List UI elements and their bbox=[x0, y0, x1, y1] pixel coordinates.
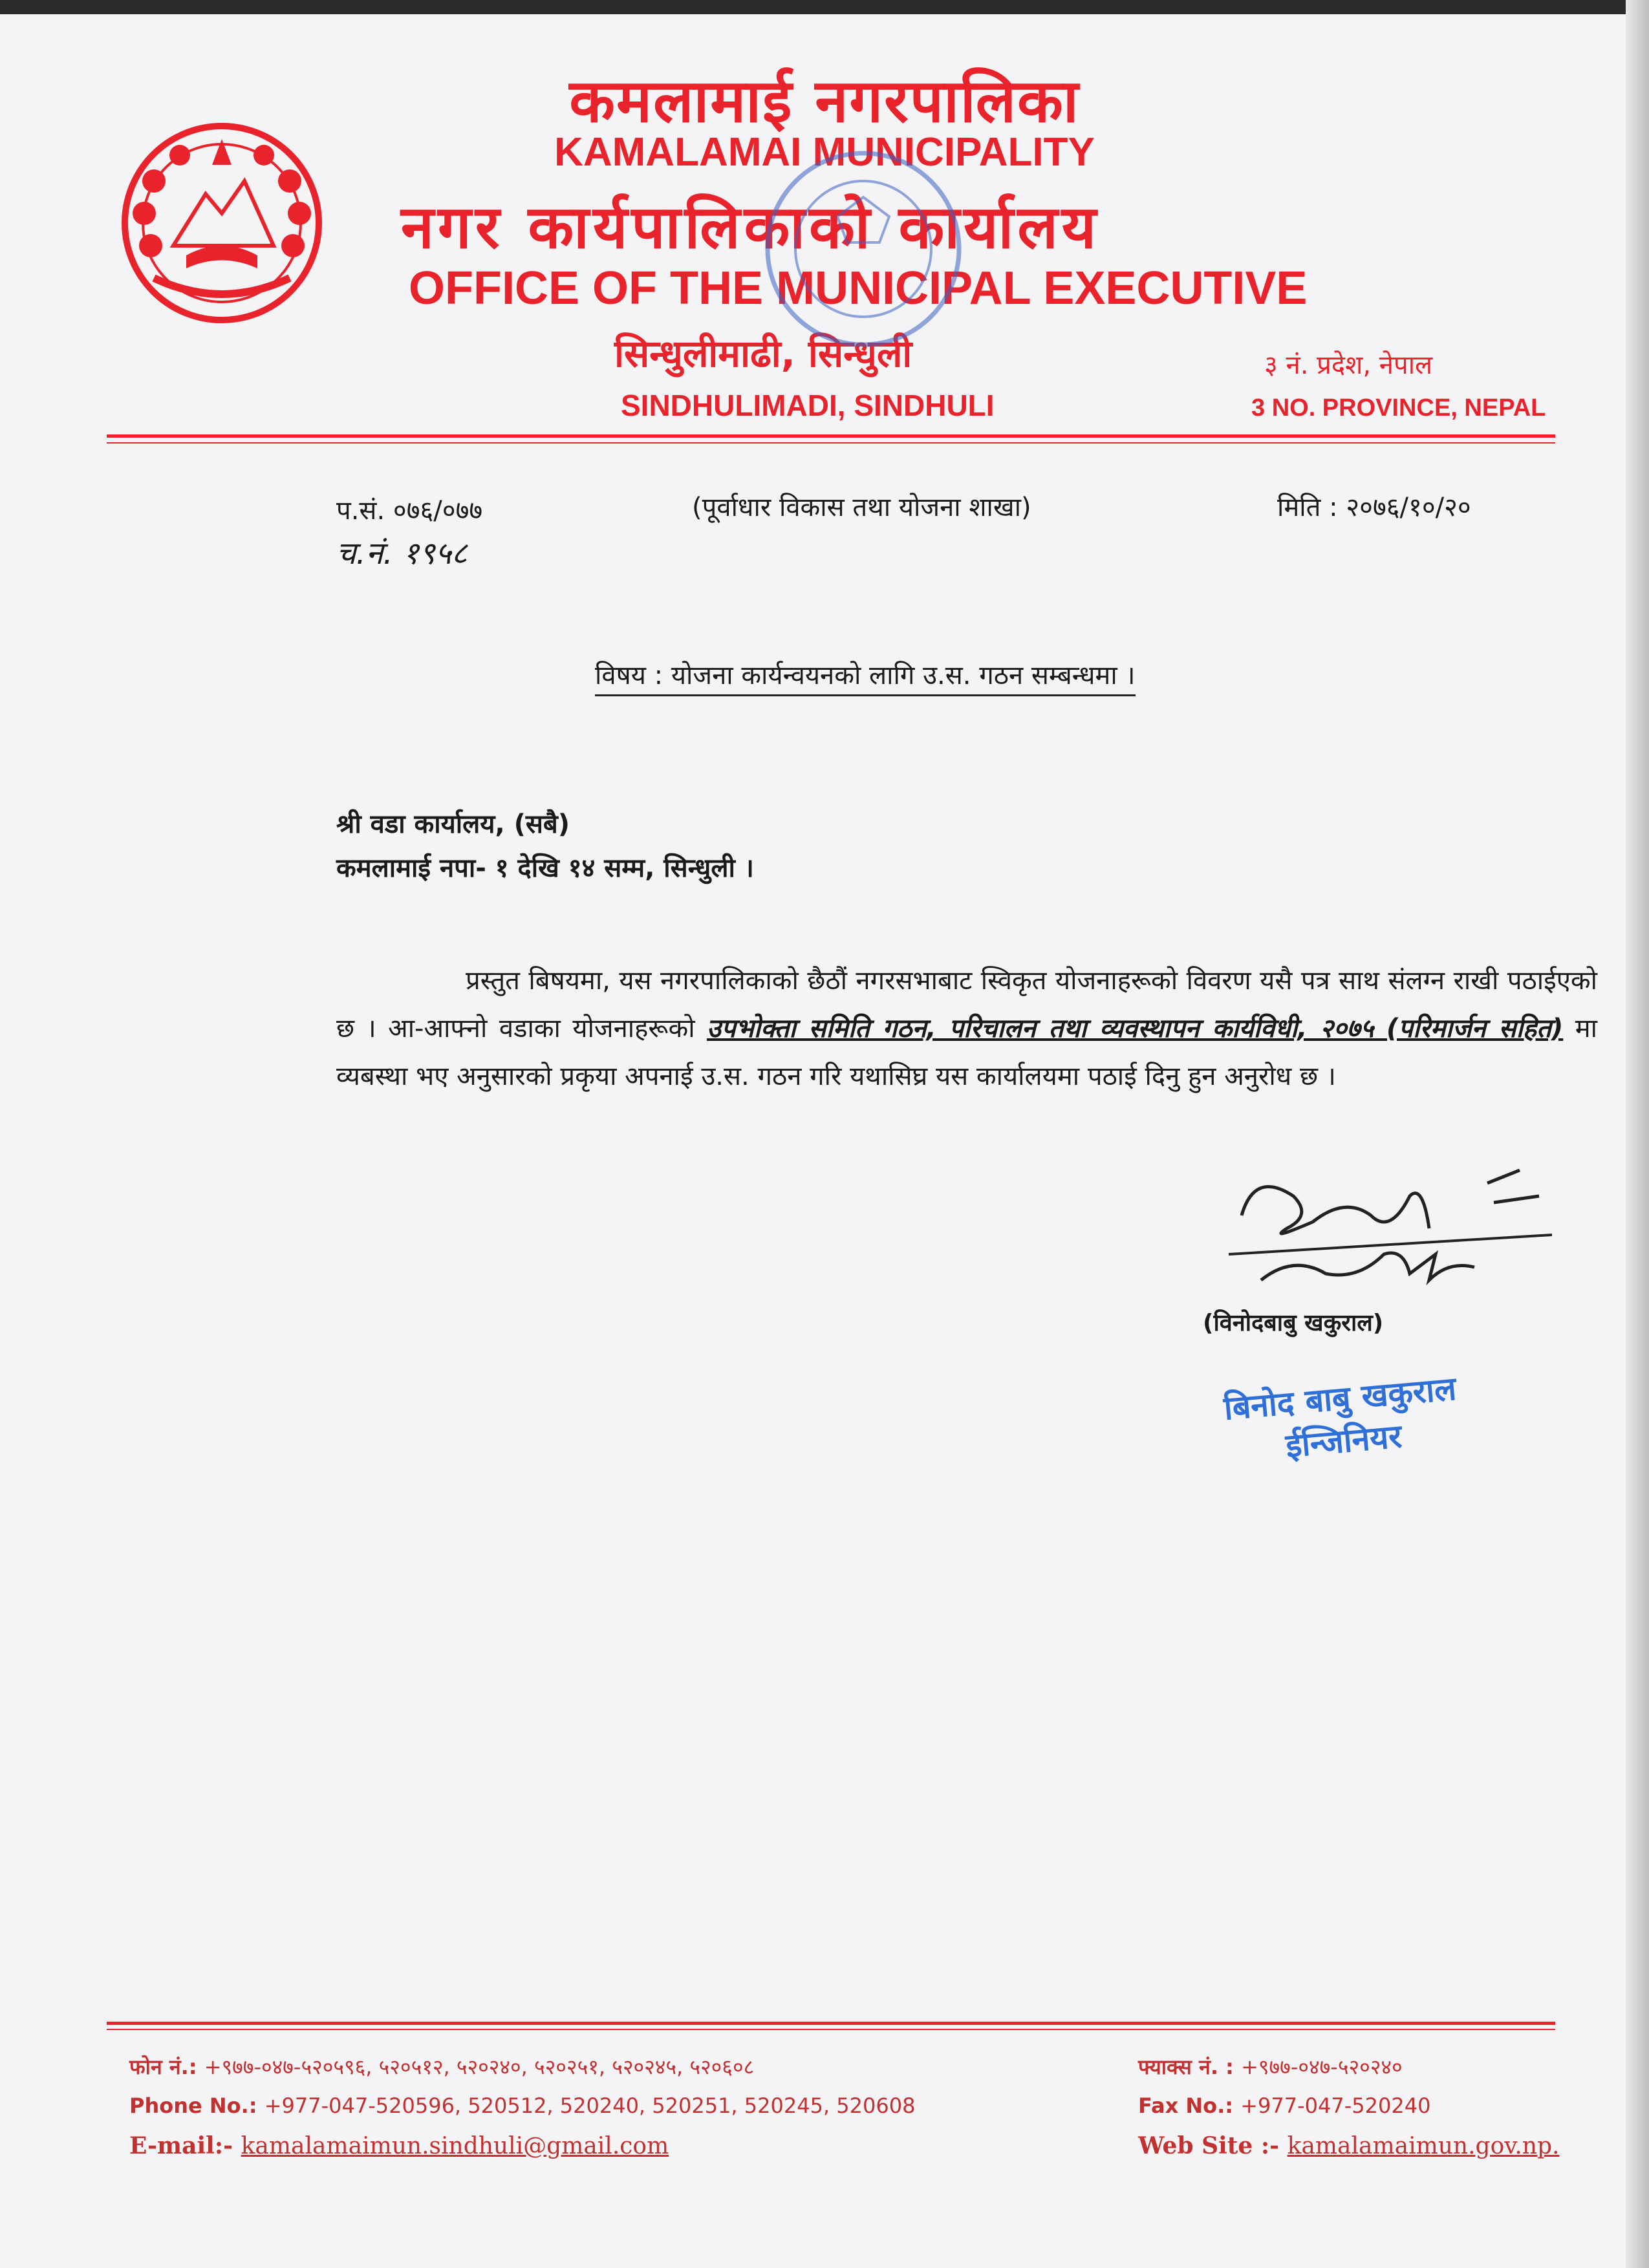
website-label: Web Site :- bbox=[1138, 2132, 1280, 2159]
municipality-name-np: कमलामाई नगरपालिका bbox=[569, 66, 1080, 136]
phone-label-np: फोन नं.: bbox=[129, 2055, 197, 2079]
reference-number: प.सं. ०७६/०७७ bbox=[336, 496, 483, 526]
province-en: 3 NO. PROVINCE, NEPAL bbox=[1251, 394, 1546, 422]
handwritten-signature bbox=[1216, 1157, 1552, 1300]
dispatch-number: च.नं. १९५८ bbox=[336, 535, 468, 572]
scan-edge-right bbox=[1626, 0, 1649, 2268]
phone-np bbox=[129, 2053, 754, 2081]
footer-rule-thin bbox=[107, 2029, 1555, 2030]
office-name-np: नगर कार्यपालिकाको कार्यालय bbox=[401, 192, 1101, 262]
email-link[interactable]: kamalamaimun.sindhuli@gmail.com bbox=[241, 2133, 669, 2159]
engineer-stamp bbox=[1222, 1367, 1461, 1473]
phone-en bbox=[129, 2093, 915, 2118]
fax-np bbox=[1138, 2053, 1403, 2081]
office-seal-icon bbox=[760, 145, 967, 352]
header-rule bbox=[107, 434, 1555, 438]
province-np: ३ नं. प्रदेश, नेपाल bbox=[1264, 350, 1433, 380]
footer-rule bbox=[107, 2022, 1555, 2025]
scan-edge bbox=[0, 0, 1649, 14]
letter-subject: विषय : योजना कार्यन्वयनको लागि उ.स. गठन सम्बन्धमा । bbox=[595, 656, 1136, 696]
fax-value-en: +977-047-520240 bbox=[1240, 2093, 1431, 2118]
website-link[interactable]: kamalamaimun.gov.np. bbox=[1287, 2133, 1560, 2159]
website-row bbox=[1138, 2132, 1559, 2159]
addressee-line-1: श्री वडा कार्यालय, (सबै) bbox=[336, 809, 570, 839]
header-rule-thin bbox=[107, 442, 1555, 444]
office-name-en: OFFICE OF THE MUNICIPAL EXECUTIVE bbox=[409, 262, 1308, 314]
letter-body bbox=[336, 957, 1597, 1100]
body-text-2: मा व्यबस्था भए अनुसारको प्रकृया अपनाई उ.स. गठन गरि यथासिघ्र यस कार्यालयमा पठाई दिनु हुन अनुरोध छ । bbox=[336, 1014, 1597, 1091]
location-np: सिन्धुलीमाढी, सिन्धुली bbox=[614, 332, 912, 376]
fax-value-np: +९७७-०४७-५२०२४० bbox=[1241, 2055, 1403, 2079]
signatory-name: (विनोदबाबु खकुराल) bbox=[1203, 1310, 1384, 1336]
branch-name: (पूर्वाधार विकास तथा योजना शाखा) bbox=[692, 493, 1031, 522]
body-text-1: प्रस्तुत बिषयमा, यस नगरपालिकाको छैठौं नगरसभाबाट स्विकृत योजनाहरूको विवरण यसै पत्र साथ संलग्न राखी पठाईएको छ । आ-आफ्नो वडाका योजनाहरूको bbox=[336, 966, 1597, 1043]
location-en: SINDHULIMADI, SINDHULI bbox=[621, 389, 995, 422]
fax-en bbox=[1138, 2093, 1430, 2118]
fax-label-en: Fax No.: bbox=[1138, 2093, 1234, 2118]
letter-date: मिति : २०७६/१०/२० bbox=[1277, 493, 1471, 522]
email-row bbox=[129, 2132, 669, 2159]
addressee-line-2: कमलामाई नपा- १ देखि १४ सम्म, सिन्धुली । bbox=[336, 853, 754, 883]
fax-label-np: फ्याक्स नं. : bbox=[1138, 2055, 1234, 2079]
municipality-name-en: KAMALAMAI MUNICIPALITY bbox=[554, 130, 1095, 175]
body-emphasis: उपभोक्ता समिति गठन, परिचालन तथा व्यवस्थापन कार्यविधी, २०७५ (परिमार्जन सहित) bbox=[707, 1014, 1564, 1043]
email-label: E-mail:- bbox=[129, 2132, 233, 2159]
stamp-name: बिनोद बाबु खकुराल bbox=[1222, 1369, 1458, 1428]
phone-label-en: Phone No.: bbox=[129, 2093, 257, 2118]
phone-value-np: +९७७-०४७-५२०५९६, ५२०५१२, ५२०२४०, ५२०२५१, ५२०२४५, ५२०६०८ bbox=[204, 2055, 755, 2079]
phone-value-en: +977-047-520596, 520512, 520240, 520251, 520245, 520608 bbox=[264, 2093, 916, 2118]
stamp-title: ईन्जिनियर bbox=[1284, 1417, 1403, 1465]
